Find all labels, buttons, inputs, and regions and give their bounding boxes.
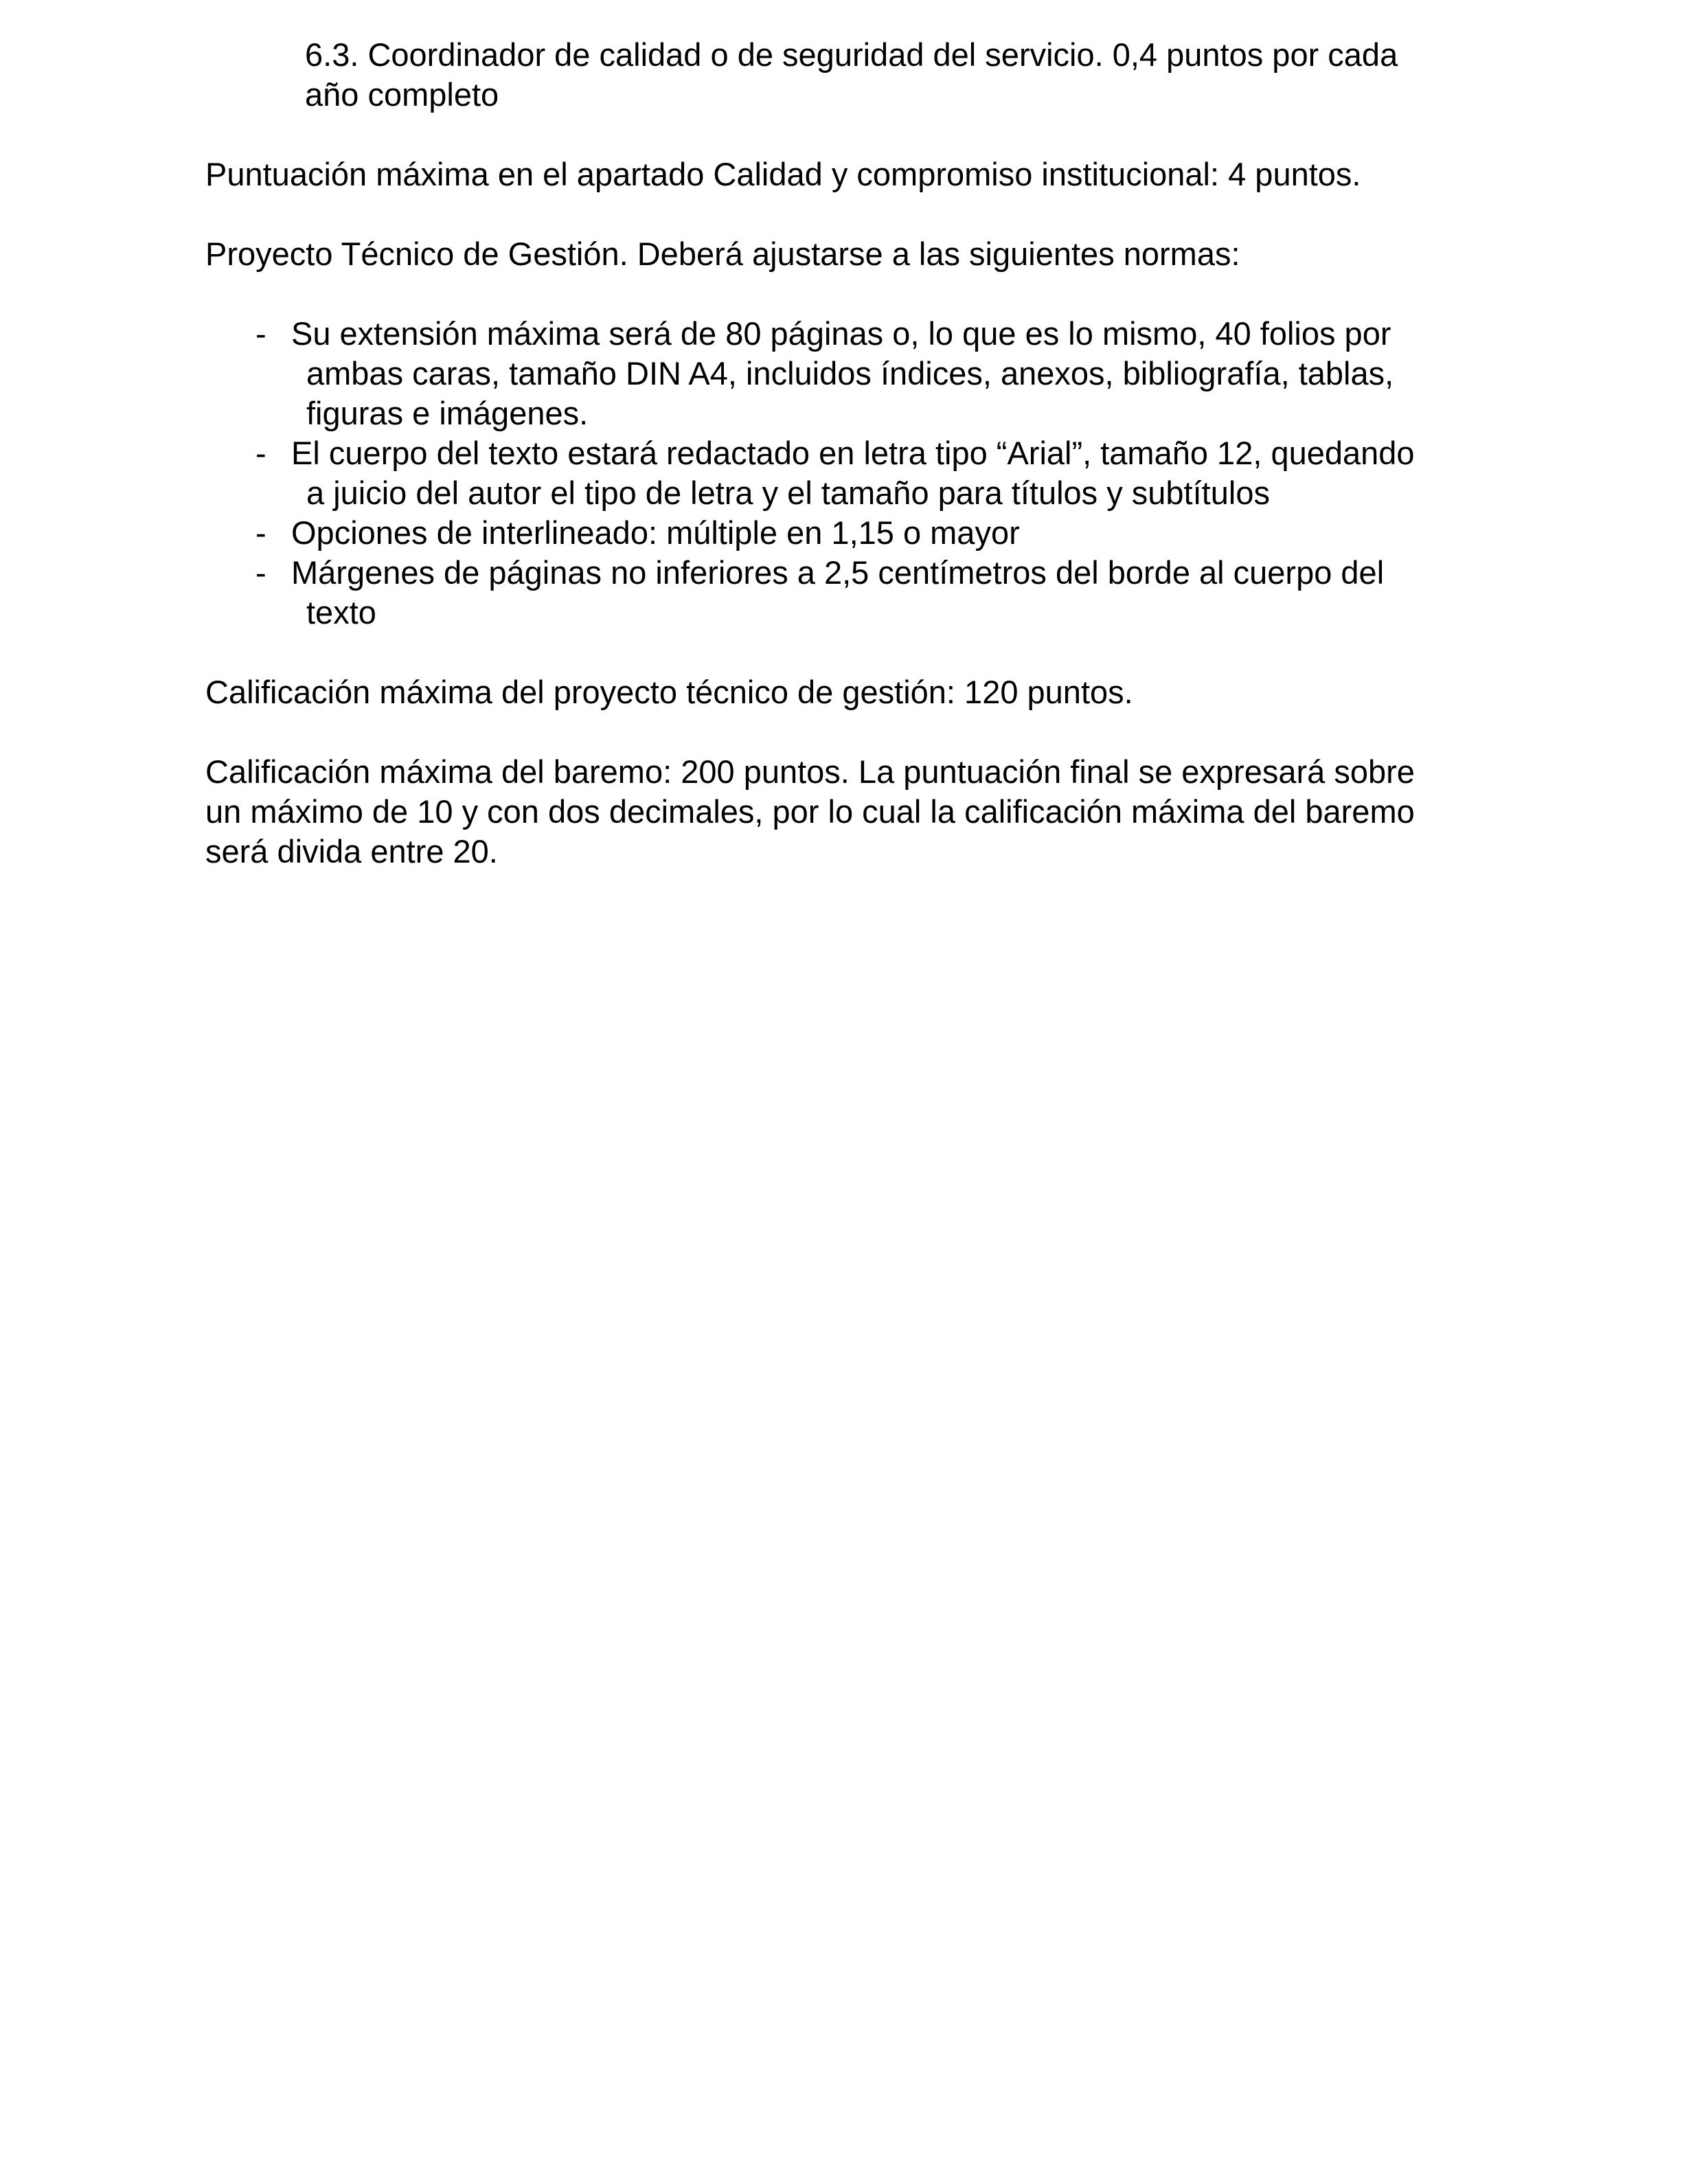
bullet-dash: - — [255, 554, 266, 591]
rule-line: ambas caras, tamaño DIN A4, incluidos índices, anexos, bibliografía, tablas, — [306, 355, 1394, 391]
rule-line: El cuerpo del texto estará redactado en letra tipo “Arial”, tamaño 12, quedando — [291, 435, 1415, 471]
clause-6-3-paragraph — [205, 35, 1487, 115]
paragraph-line: Puntuación máxima en el apartado Calidad y compromiso institucional: 4 puntos. — [205, 156, 1361, 192]
clause-line: año completo — [305, 76, 499, 113]
bullet-dash: - — [255, 435, 266, 471]
rule-line: texto — [306, 594, 376, 630]
paragraph-line: Calificación máxima del baremo: 200 puntos. La puntuación final se expresará sobre — [205, 753, 1415, 790]
rule-item-margins — [205, 553, 1487, 633]
paragraph-line: será divida entre 20. — [205, 833, 498, 869]
final-score-paragraph — [205, 752, 1487, 872]
rule-item-extension — [205, 314, 1487, 433]
clause-line: 6.3. Coordinador de calidad o de seguridad del servicio. 0,4 puntos por cada — [305, 36, 1398, 73]
paragraph-line: Calificación máxima del proyecto técnico de gestión: 120 puntos. — [205, 674, 1133, 710]
rule-line: Opciones de interlineado: múltiple en 1,15 o mayor — [291, 514, 1020, 551]
project-max-score-paragraph — [205, 672, 1487, 712]
quality-max-score-paragraph — [205, 155, 1487, 194]
rule-line: Su extensión máxima será de 80 páginas o, lo que es lo mismo, 40 folios por — [291, 315, 1391, 352]
rule-line: a juicio del autor el tipo de letra y el tamaño para títulos y subtítulos — [306, 475, 1270, 511]
bullet-dash: - — [255, 315, 266, 352]
rule-item-font — [205, 433, 1487, 513]
project-intro-paragraph — [205, 234, 1487, 274]
rule-line: figuras e imágenes. — [306, 395, 589, 431]
rule-line: Márgenes de páginas no inferiores a 2,5 centímetros del borde al cuerpo del — [291, 554, 1385, 591]
rules-list — [205, 314, 1487, 633]
rule-item-line-spacing — [205, 513, 1487, 553]
paragraph-line: Proyecto Técnico de Gestión. Deberá ajustarse a las siguientes normas: — [205, 236, 1240, 272]
bullet-dash: - — [255, 514, 266, 551]
paragraph-line: un máximo de 10 y con dos decimales, por lo cual la calificación máxima del baremo — [205, 793, 1415, 830]
